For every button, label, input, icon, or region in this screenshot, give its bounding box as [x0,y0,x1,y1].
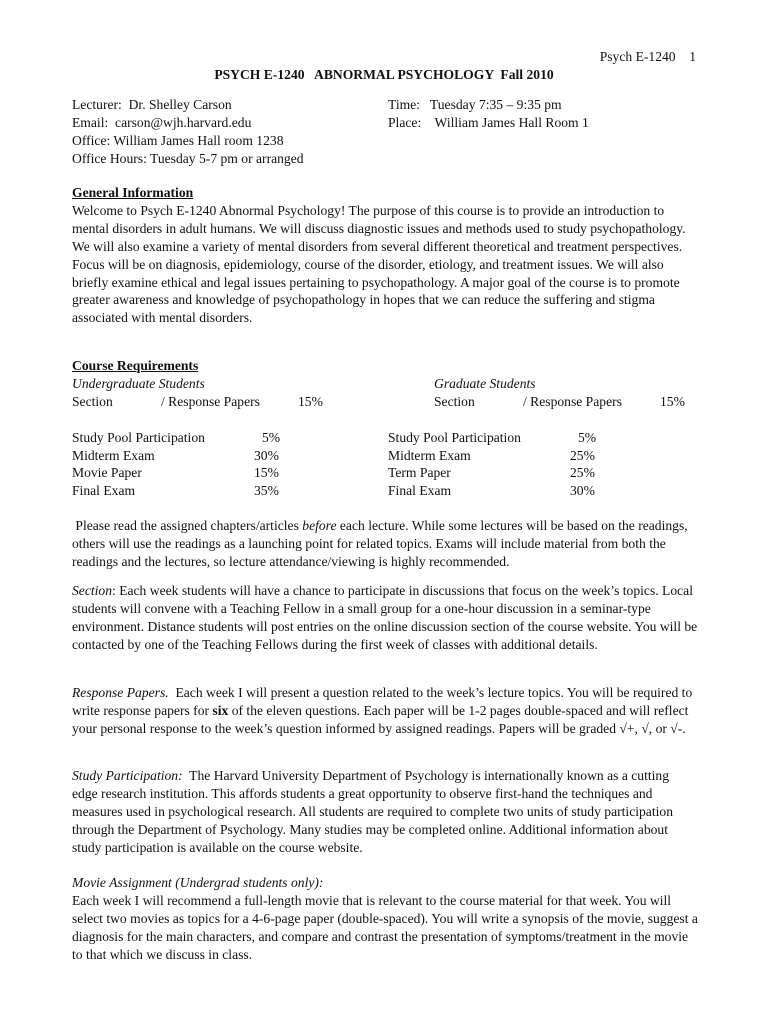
grad-requirements [388,375,708,500]
grad-row: Midterm Exam 25% [388,447,595,463]
course-requirements-heading: Course Requirements [72,358,199,373]
undergrad-section-mid: / Response Papers [161,393,260,409]
undergrad-row: Midterm Exam 30% [72,447,279,463]
undergrad-label: Undergraduate Students [72,376,205,391]
study-participation-paragraph: Study Participation: The Harvard University Department of Psychology is internationally known as a cutting edge research institution. This affords students a great opportunity to observe first-hand the techniques and measures used in psychological research. All students are required to complete two units of study participation through the Department of Psychology. Many studies may be completed online. Additional information about study participation is available on the course website. [72,768,677,855]
grad-section-mid: / Response Papers [523,393,622,409]
undergrad-section-label: Section [72,393,113,409]
grad-section-label: Section [434,393,475,409]
schedule-info [388,96,589,132]
response-papers-label: Response Papers. [72,685,169,700]
general-info-section [72,184,698,327]
office-line: Office: William James Hall room 1238 [72,132,284,148]
contact-info [72,96,304,168]
movie-assignment-heading: Movie Assignment (Undergrad students only): [72,875,324,890]
general-info-body: Welcome to Psych E-1240 Abnormal Psychology! The purpose of this course is to provide an introduction to mental disorders in adult humans. We will discuss diagnostic issues and methods used to study psychopathology. We will also examine a variety of mental disorders from several different theoretical and treatment perspectives. Focus will be on diagnosis, epidemiology, course of the disorder, etiology, and treatment issues. We will also briefly examine ethical and legal issues pertaining to psychopathology. A major goal of the course is to promote greater awareness and knowledge of psychopathology in hopes that we can reduce the suffering and stigma associated with mental disorders. [72,202,686,326]
emphasis-before: before [302,518,337,533]
reading-paragraph: Please read the assigned chapters/articles before each lecture. While some lectures will be based on the readings, others will use the readings as a launching point for related topics. Exams will include material from both the readings and the lectures, so lecture attendance/viewing is highly recommended. [72,518,688,569]
undergrad-row: Movie Paper 15% [72,465,279,481]
emphasis-six: six [212,702,229,718]
grad-section-pct: 15% [660,393,685,409]
movie-assignment-section [72,874,698,964]
undergrad-requirements [72,375,372,500]
email-line: Email: carson@wjh.harvard.edu [72,114,252,130]
document-title: PSYCH E-1240 ABNORMAL PSYCHOLOGY Fall 2010 [214,67,554,82]
section-paragraph: Section: Each week students will have a chance to participate in discussions that focus on the week’s topics. Local students will convene with a Teaching Fellow in a small group for a one-hour discussion in a seminar-type environment. Distance students will post entries on the online discussion section of the course website. You will be contacted by one of the Teaching Fellows during the first week of classes with additional details. [72,583,698,652]
grad-row: Study Pool Participation 5% [388,429,597,445]
undergrad-section-pct: 15% [298,393,323,409]
section-label: Section [72,583,113,598]
grad-row: Final Exam 30% [388,483,595,499]
time-line: Time: Tuesday 7:35 – 9:35 pm [388,97,562,112]
undergrad-row: Final Exam 35% [72,483,279,499]
general-info-heading: General Information [72,185,194,200]
study-participation-label: Study Participation: [72,768,183,783]
undergrad-row: Study Pool Participation 5% [72,429,281,445]
page-header: Psych E-1240 1 [599,49,696,64]
office-hours-line: Office Hours: Tuesday 5-7 pm or arranged [72,150,304,166]
grad-label: Graduate Students [434,376,536,391]
grad-row: Term Paper 25% [388,465,595,481]
place-line: Place: William James Hall Room 1 [388,114,589,130]
movie-assignment-body: Each week I will recommend a full-length movie that is relevant to the course material for that week. You will select two movies as topics for a 4-6-page paper (double-spaced). You will write a synopsis of the movie, suggest a diagnosis for the main characters, and compare and contrast the presentation of symptoms/treatment in the movie to that which we discuss in class. [72,892,698,962]
response-papers-paragraph: Response Papers. Each week I will present a question related to the week’s lecture topics. You will be required to write response papers for six of the eleven questions. Each paper will be 1-2 pages double-spaced and will reflect your personal response to the week’s question informed by assigned readings. Papers will be graded √+, √, or √-. [72,685,696,736]
lecturer-line: Lecturer: Dr. Shelley Carson [72,97,232,112]
